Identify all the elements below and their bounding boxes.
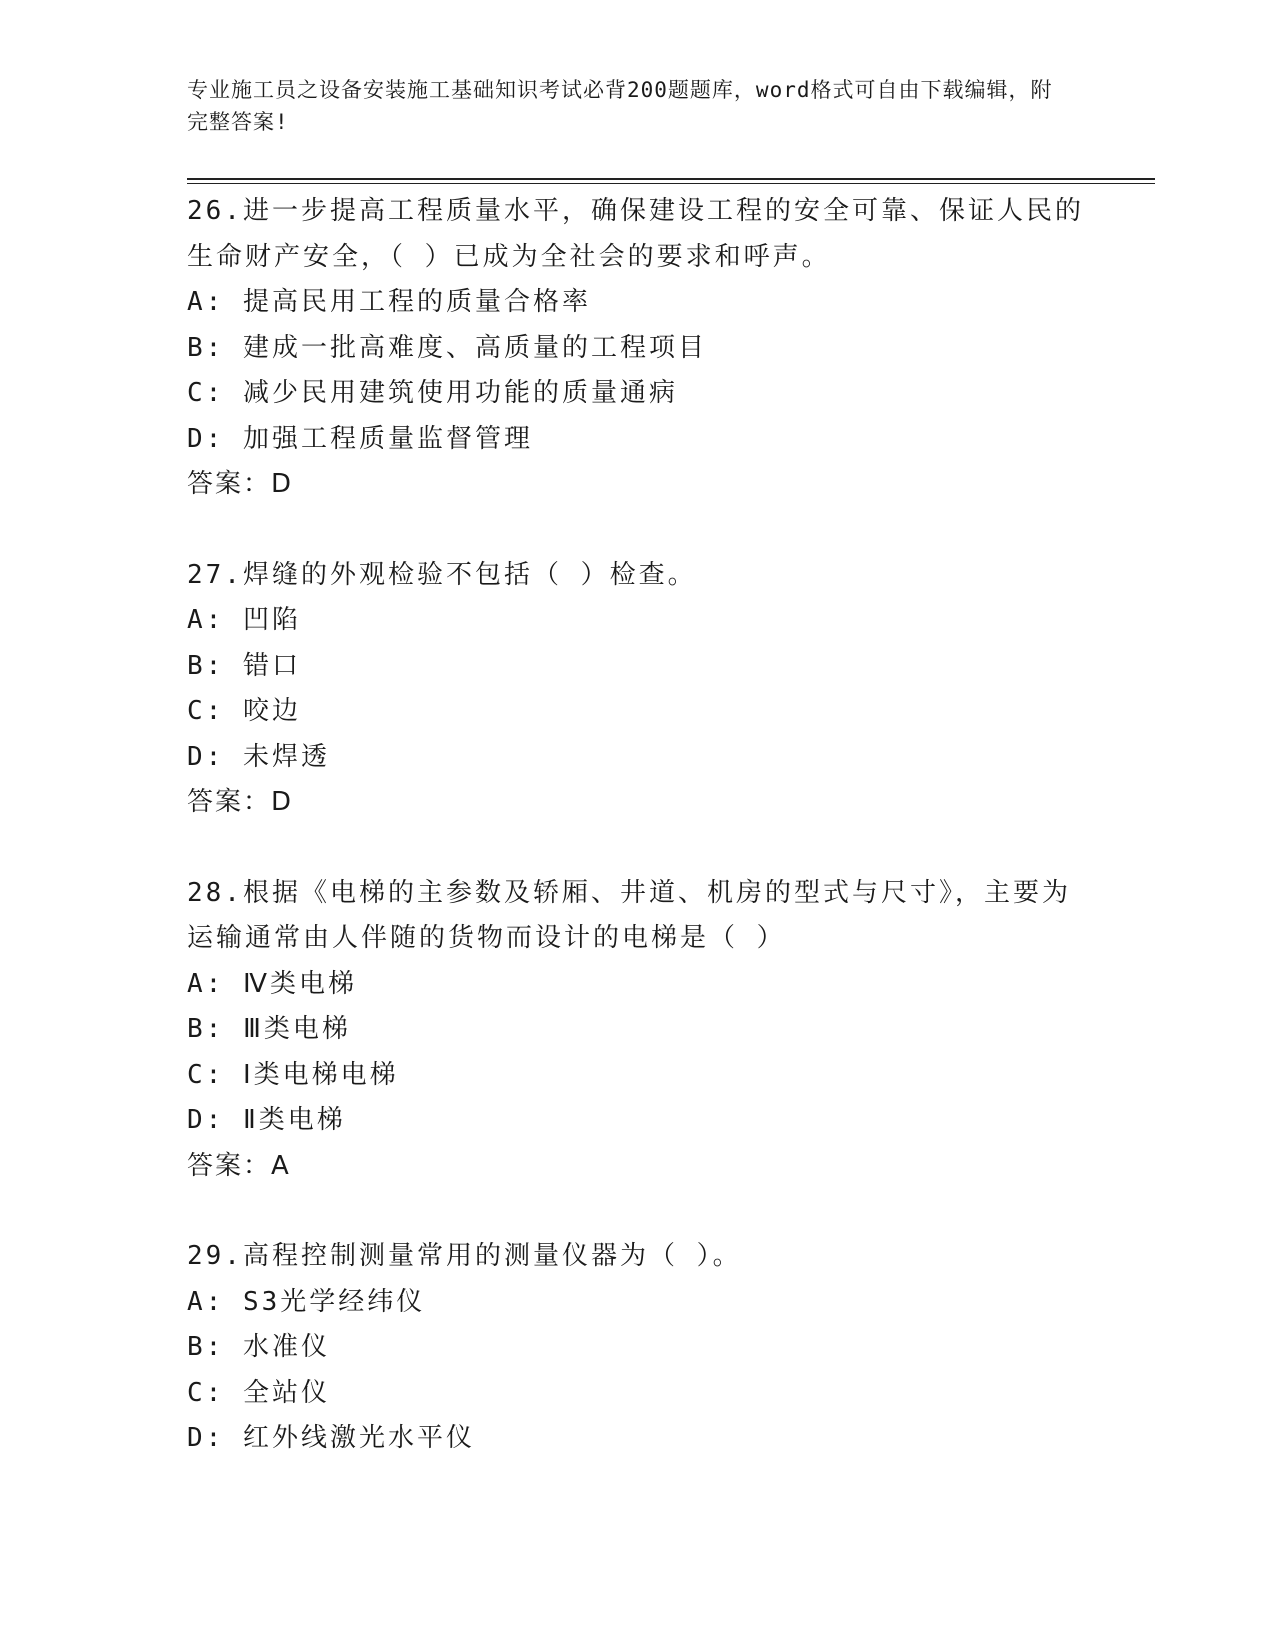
option-c: C: Ⅰ类电梯电梯 <box>187 1059 399 1090</box>
header-divider-top <box>187 178 1155 180</box>
question-stem: 29.高程控制测量常用的测量仪器为（ ）。 <box>187 1241 742 1271</box>
option-a: A: 凹陷 <box>187 605 301 635</box>
option-b: B: 建成一批高难度、高质量的工程项目 <box>187 332 707 363</box>
answer: 答案：A <box>187 1150 291 1181</box>
question-list <box>187 189 1087 1507</box>
question-stem: 28.根据《电梯的主参数及轿厢、井道、机房的型式与尺寸》，主要为运输通常由人伴随的货物而设计的电梯是（ ） <box>187 877 1071 953</box>
option-c: C: 咬边 <box>187 696 301 726</box>
option-b: B: 水准仪 <box>187 1332 330 1362</box>
page-header: 专业施工员之设备安装施工基础知识考试必背200题题库，word格式可自由下载编辑，附完整答案! <box>187 78 1053 134</box>
question-27 <box>187 553 1087 826</box>
option-c: C: 减少民用建筑使用功能的质量通病 <box>187 378 678 408</box>
option-c: C: 全站仪 <box>187 1377 330 1408</box>
option-a: A: Ⅳ类电梯 <box>187 968 357 999</box>
option-d: D: 加强工程质量监督管理 <box>187 423 533 454</box>
option-a: A: 提高民用工程的质量合格率 <box>187 287 591 317</box>
question-28 <box>187 871 1087 1190</box>
answer: 答案：D <box>187 787 294 817</box>
question-stem: 27.焊缝的外观检验不包括（ ）检查。 <box>187 559 697 590</box>
option-b: B: 错口 <box>187 650 301 681</box>
answer: 答案：D <box>187 469 294 499</box>
option-d: D: Ⅱ类电梯 <box>187 1105 346 1135</box>
header-divider-bottom <box>187 183 1155 184</box>
question-stem: 26.进一步提高工程质量水平，确保建设工程的安全可靠、保证人民的生命财产安全，（ ）已成为全社会的要求和呼声。 <box>187 196 1084 272</box>
question-26 <box>187 189 1087 508</box>
question-29 <box>187 1234 1087 1462</box>
option-d: D: 未焊透 <box>187 741 330 772</box>
option-d: D: 红外线激光水平仪 <box>187 1423 475 1453</box>
option-a: A: S3光学经纬仪 <box>187 1286 426 1317</box>
option-b: B: Ⅲ类电梯 <box>187 1014 351 1044</box>
